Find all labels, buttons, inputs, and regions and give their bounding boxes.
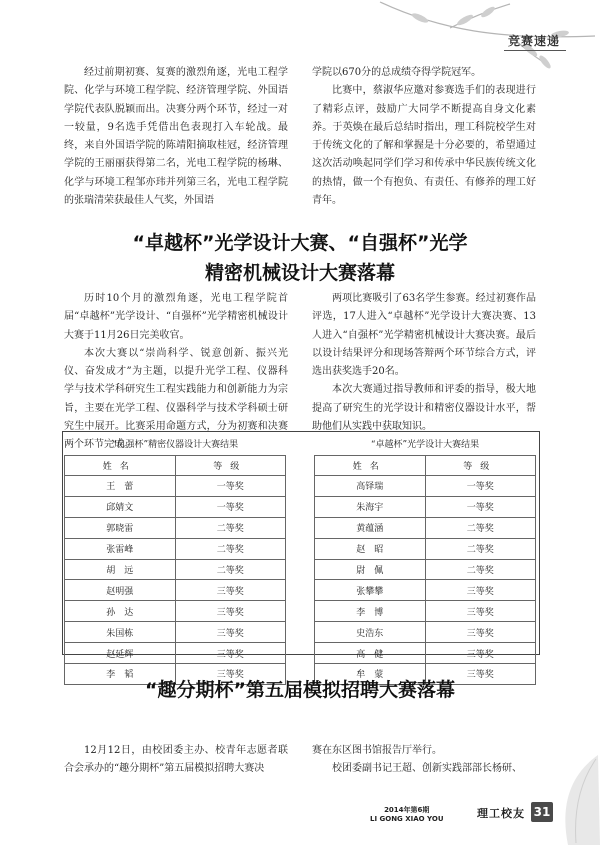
table-row <box>315 643 536 664</box>
leaf-decoration <box>530 755 600 845</box>
level-cell: 二等奖 <box>425 538 536 559</box>
left-results-table <box>64 455 286 685</box>
left-table-title: “自强杯”精密仪器设计大赛结果 <box>111 440 239 450</box>
table-row <box>65 538 286 559</box>
name-cell: 张攀攀 <box>315 580 426 601</box>
article1-right-p1: 学院以670分的总成绩夺得学院冠军。 <box>312 67 482 78</box>
name-cell: 朱海宇 <box>315 496 426 517</box>
article3-right-p2: 校团委副书记王超、创新实践部部长杨研、 <box>332 763 522 775</box>
name-cell: 黄蕴涵 <box>315 517 426 538</box>
article2-left-p1: 历时10个月的激烈角逐，光电工程学院首届“卓越杯”光学设计、“自强杯”光学精密机械设计大赛于11月26日完美收官。 <box>64 293 288 341</box>
level-cell: 二等奖 <box>175 559 286 580</box>
level-cell: 三等奖 <box>175 622 286 643</box>
table-row <box>315 580 536 601</box>
name-cell: 高 健 <box>315 643 426 664</box>
right-table-title: “卓越杯”光学设计大赛结果 <box>370 440 480 450</box>
name-cell: 牟 蒙 <box>315 664 426 685</box>
name-cell: 孙 达 <box>65 601 176 622</box>
level-cell: 三等奖 <box>425 664 536 685</box>
section-tag: 竞赛速递 <box>507 34 560 48</box>
article2-headline-line1: “卓越杯”光学设计大赛、“自强杯”光学 <box>132 232 468 254</box>
section-tag-rule <box>504 50 566 51</box>
table-row <box>65 622 286 643</box>
level-cell: 三等奖 <box>175 664 286 685</box>
article1-right-p2: 比赛中，蔡淑华应邀对参赛选手们的表现进行了精彩点评，鼓励广大同学不断提高自身文化素养。于英焕在最后总结时指出，理工科院校学生对于传统文化的了解和掌握是十分必要的，希望通过这次活动唤起同学们学习和传承中华民族传统文化的热情，做一个有抱负、有责任、有修养的理工好青年。 <box>312 85 536 207</box>
name-cell: 张雷峰 <box>65 538 176 559</box>
table-row <box>315 559 536 580</box>
name-cell: 高铎瑞 <box>315 476 426 497</box>
level-cell: 二等奖 <box>425 517 536 538</box>
table-row <box>65 496 286 517</box>
level-cell: 二等奖 <box>175 538 286 559</box>
name-cell: 邱婧文 <box>65 496 176 517</box>
table-row <box>65 580 286 601</box>
table-row <box>315 476 536 497</box>
table-row <box>315 496 536 517</box>
article2-right-p1: 两项比赛吸引了63名学生参赛。经过初赛作品评选，17人进入“卓越杯”光学设计大赛决赛、13人进入“自强杯”光学精密机械设计大赛决赛。最后以设计结果评分和现场答辩两个环节综合方式，评选出获奖选手20名。 <box>312 293 536 378</box>
left-header-name: 姓名 <box>65 456 176 476</box>
level-cell: 一等奖 <box>425 496 536 517</box>
page-number: 31 <box>531 802 553 822</box>
footer-issue <box>370 806 444 824</box>
name-cell: 郭晓雷 <box>65 517 176 538</box>
article2-left-p2: 本次大赛以“崇尚科学、锐意创新、振兴光仪、奋发成才”为主题，以提升光学工程、仪器科学与技术学科研究生工程实践能力和创新能力为宗旨，主要在光学工程、仪器科学与技术学科硕士研究生中展开。比赛采用命题方式，分为初赛和决赛两个环节完成。 <box>64 347 288 451</box>
table-row <box>65 559 286 580</box>
level-cell: 三等奖 <box>175 580 286 601</box>
level-cell: 三等奖 <box>425 622 536 643</box>
level-cell: 三等奖 <box>175 601 286 622</box>
branch-decoration <box>360 0 600 70</box>
table-row <box>315 622 536 643</box>
article1-right-column <box>312 64 536 210</box>
name-cell: 史浩东 <box>315 622 426 643</box>
level-cell: 三等奖 <box>175 643 286 664</box>
issue-label: 2014年第6期 <box>384 806 430 814</box>
article2-right-p2: 本次大赛通过指导教师和评委的指导，极大地提高了研究生的光学设计和精密仪器设计水平，帮助他们从实践中获取知识。 <box>312 384 536 433</box>
level-cell: 三等奖 <box>425 643 536 664</box>
name-cell: 赵 昭 <box>315 538 426 559</box>
name-cell: 赵延辉 <box>65 643 176 664</box>
article3-headline-text: “趣分期杯”第五届模拟招聘大赛落幕 <box>145 679 455 701</box>
level-cell: 一等奖 <box>175 476 286 497</box>
level-cell: 一等奖 <box>425 476 536 497</box>
name-cell: 赵明强 <box>65 580 176 601</box>
level-cell: 一等奖 <box>175 496 286 517</box>
level-cell: 二等奖 <box>425 559 536 580</box>
name-cell: 李 韬 <box>65 664 176 685</box>
article3-headline <box>0 675 600 705</box>
right-header-name: 姓名 <box>315 456 426 476</box>
level-cell: 三等奖 <box>425 580 536 601</box>
left-header-level: 等级 <box>175 456 286 476</box>
right-results-table <box>314 455 536 685</box>
table-row <box>65 517 286 538</box>
level-cell: 三等奖 <box>425 601 536 622</box>
article1-left-text: 经过前期初赛、复赛的激烈角逐，光电工程学院、化学与环境工程学院、经济管理学院、外国语学院代表队脱颖而出。决赛分两个环节，经过一对一较量，9名选手凭借出色表现打入车轮战。最终，来自外国语学院的陈靖阳摘取桂冠，经济管理学院的王丽丽获得第二名，光电工程学院的杨琳、化学与环境工程邹亦玮并列第三名，光电工程学院的张瑞清荣获最佳人气奖，外国语 <box>64 67 288 207</box>
table-row <box>65 643 286 664</box>
article2-left-column <box>64 290 288 455</box>
table-row <box>65 476 286 497</box>
level-cell: 二等奖 <box>175 517 286 538</box>
article3-right-p1: 赛在东区图书馆报告厅举行。 <box>312 745 442 756</box>
table-row <box>315 538 536 559</box>
article3-left-text: 12月12日，由校团委主办、校青年志愿者联合会承办的“趣分期杯”第五届模拟招聘大赛决 <box>64 745 288 775</box>
name-cell: 尉 佩 <box>315 559 426 580</box>
magazine-pinyin: LI GONG XIAO YOU <box>370 815 444 823</box>
magazine-name: 理工校友 <box>477 807 525 820</box>
article3-right-column <box>312 742 536 779</box>
table-row <box>315 601 536 622</box>
name-cell: 朱国栋 <box>65 622 176 643</box>
article2-headline <box>0 228 600 288</box>
article2-headline-line2: 精密机械设计大赛落幕 <box>204 262 395 284</box>
name-cell: 胡 远 <box>65 559 176 580</box>
name-cell: 王 蕾 <box>65 476 176 497</box>
table-row <box>315 517 536 538</box>
table-row <box>65 601 286 622</box>
right-header-level: 等级 <box>425 456 536 476</box>
name-cell: 李 博 <box>315 601 426 622</box>
article2-right-column <box>312 290 536 436</box>
